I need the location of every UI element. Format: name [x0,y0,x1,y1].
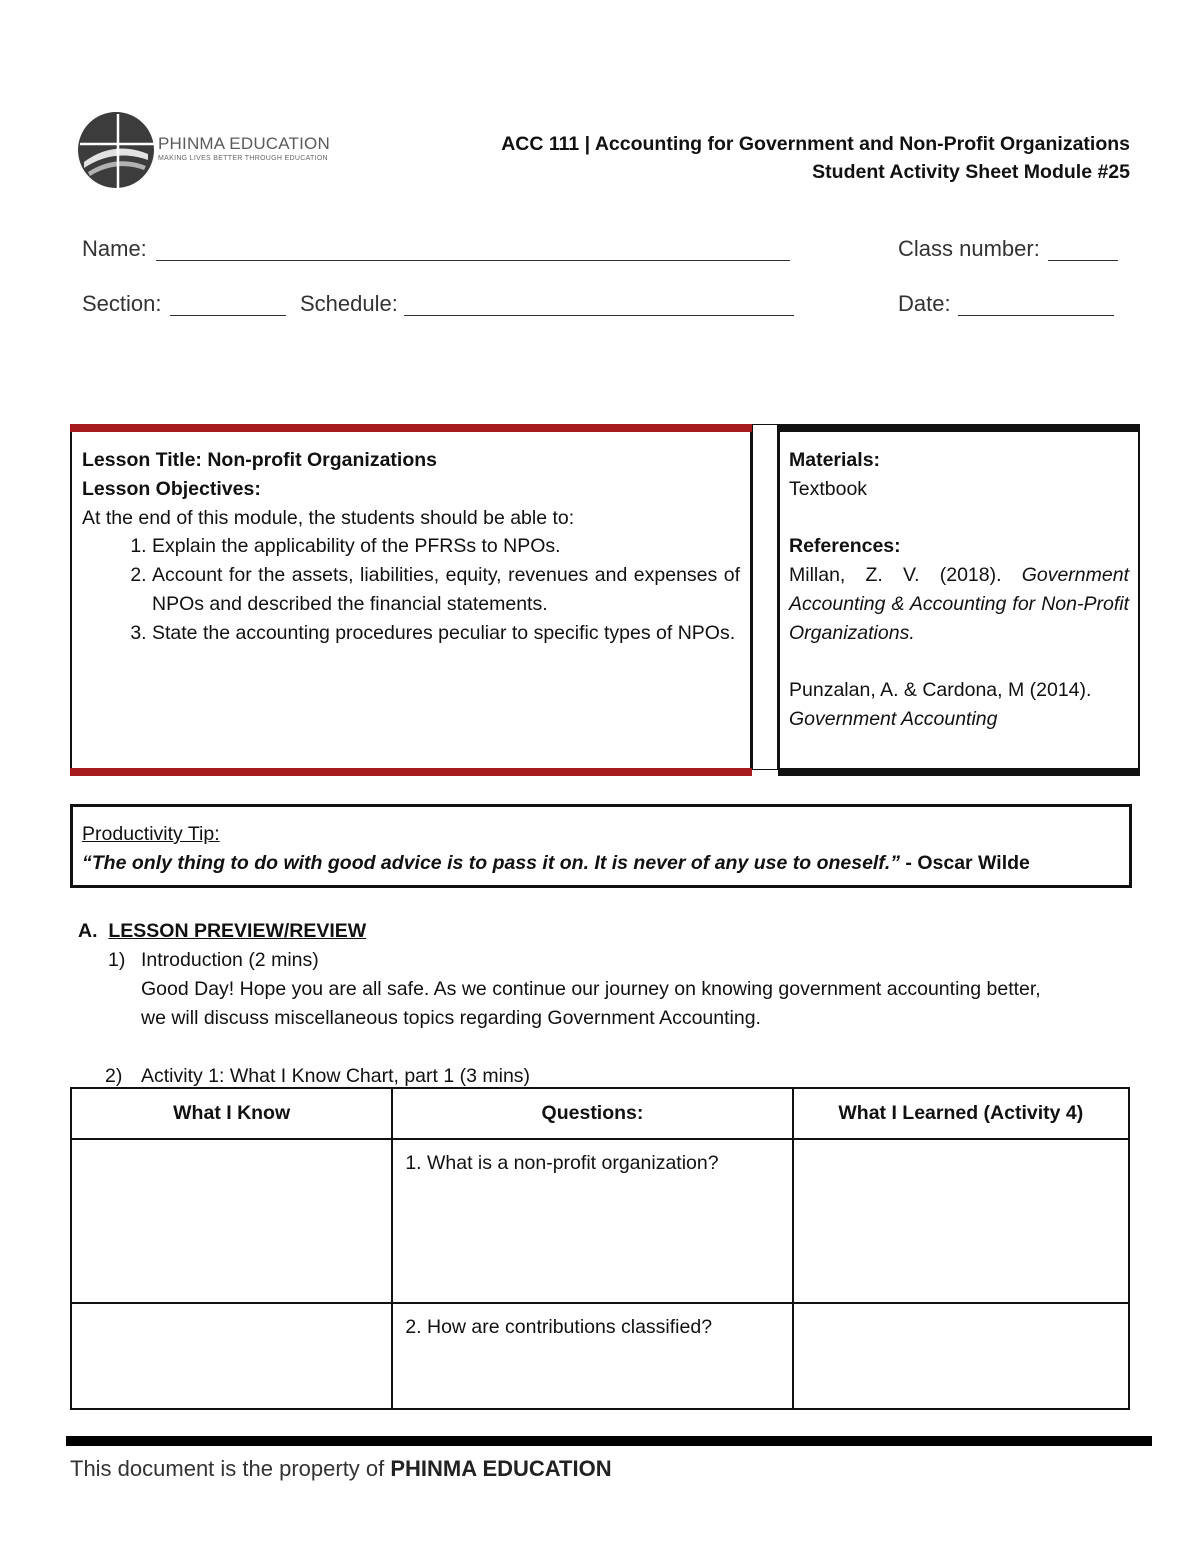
schedule-label: Schedule: [300,291,398,316]
references-label: References: [789,535,901,558]
lesson-intro: At the end of this module, the students should be able to: [82,506,575,529]
tip-label: Productivity Tip: [82,823,220,845]
lesson-content [82,446,740,648]
tip-author: - Oscar Wilde [900,851,1030,874]
productivity-tip [82,820,1030,878]
lesson-box-top-bar [70,424,752,432]
date-label: Date: [898,291,951,316]
question-cell: 1. What is a non-profit organization? [392,1139,792,1303]
lesson-box-bottom-bar [70,768,752,776]
what-i-know-cell[interactable] [71,1139,392,1303]
reference-2: Punzalan, A. & Cardona, M (2014). Government Accounting [789,679,1092,731]
tip-quote-line [82,849,1030,878]
objective-item: 1. Explain the applicability of the PFRSs to NPOs. [152,532,740,561]
name-field[interactable] [156,260,790,261]
materials-label: Materials: [789,449,881,471]
item-1-number: 1) [108,949,126,971]
box-divider [752,424,778,770]
objective-item: 2. Account for the assets, liabilities, equity, revenues and expenses of NPOs and described the financial statements. [152,561,740,619]
what-i-know-cell[interactable] [71,1303,392,1409]
objective-item: 3. State the accounting procedures peculiar to specific types of NPOs. [152,619,740,648]
header-what-i-learned: What I Learned (Activity 4) [793,1088,1129,1139]
schedule-field[interactable] [404,315,794,316]
course-title: ACC 111 | Accounting for Government and Non-Profit Organizations [501,133,1130,155]
section-field[interactable] [170,315,286,316]
item-1-title: Introduction (2 mins) [141,949,319,971]
item-1 [141,946,1131,1032]
section-label: Section: [82,291,162,316]
footer-text: This document is the property of PHINMA EDUCATION [70,1456,612,1481]
table-row [71,1303,1129,1409]
lesson-title: Lesson Title: Non-profit Organizations [82,449,437,471]
footer-bar [66,1436,1152,1446]
footer-brand: PHINMA EDUCATION [390,1456,612,1481]
what-i-learned-cell[interactable] [793,1303,1129,1409]
objectives-list [82,532,740,647]
item-2-number: 2) [105,1065,123,1087]
section-a-heading: A. LESSON PREVIEW/REVIEW [78,920,367,942]
question-cell: 2. How are contributions classified? [392,1303,792,1409]
logo-tagline: MAKING LIVES BETTER THROUGH EDUCATION [158,155,328,162]
document-header [501,130,1130,186]
table-header-row [71,1088,1129,1139]
table-row [71,1139,1129,1303]
lesson-objectives-label: Lesson Objectives: [82,477,261,500]
class-number-field[interactable] [1048,260,1118,261]
materials-content [789,446,1129,734]
item-1-text: Good Day! Hope you are all safe. As we continue our journey on knowing government accounting better, [141,977,1041,1000]
tip-quote: “The only thing to do with good advice is to pass it on. It is never of any use to oneself.” [82,851,901,874]
name-label: Name: [82,236,147,261]
what-i-learned-cell[interactable] [793,1139,1129,1303]
date-field[interactable] [958,315,1114,316]
class-number-label: Class number: [898,236,1040,261]
header-what-i-know: What I Know [71,1088,392,1139]
header-questions: Questions: [392,1088,792,1139]
item-1-text: we will discuss miscellaneous topics regarding Government Accounting. [141,1006,761,1029]
module-title: Student Activity Sheet Module #25 [812,161,1130,183]
materials-value: Textbook [789,477,868,500]
logo-title: PHINMA EDUCATION [158,134,330,153]
reference-1: Millan, Z. V. (2018). Government Accounting & Accounting for Non-Profit Organizations. [789,564,1129,644]
what-i-know-chart [70,1087,1130,1410]
item-2-title: Activity 1: What I Know Chart, part 1 (3 mins) [141,1065,531,1087]
